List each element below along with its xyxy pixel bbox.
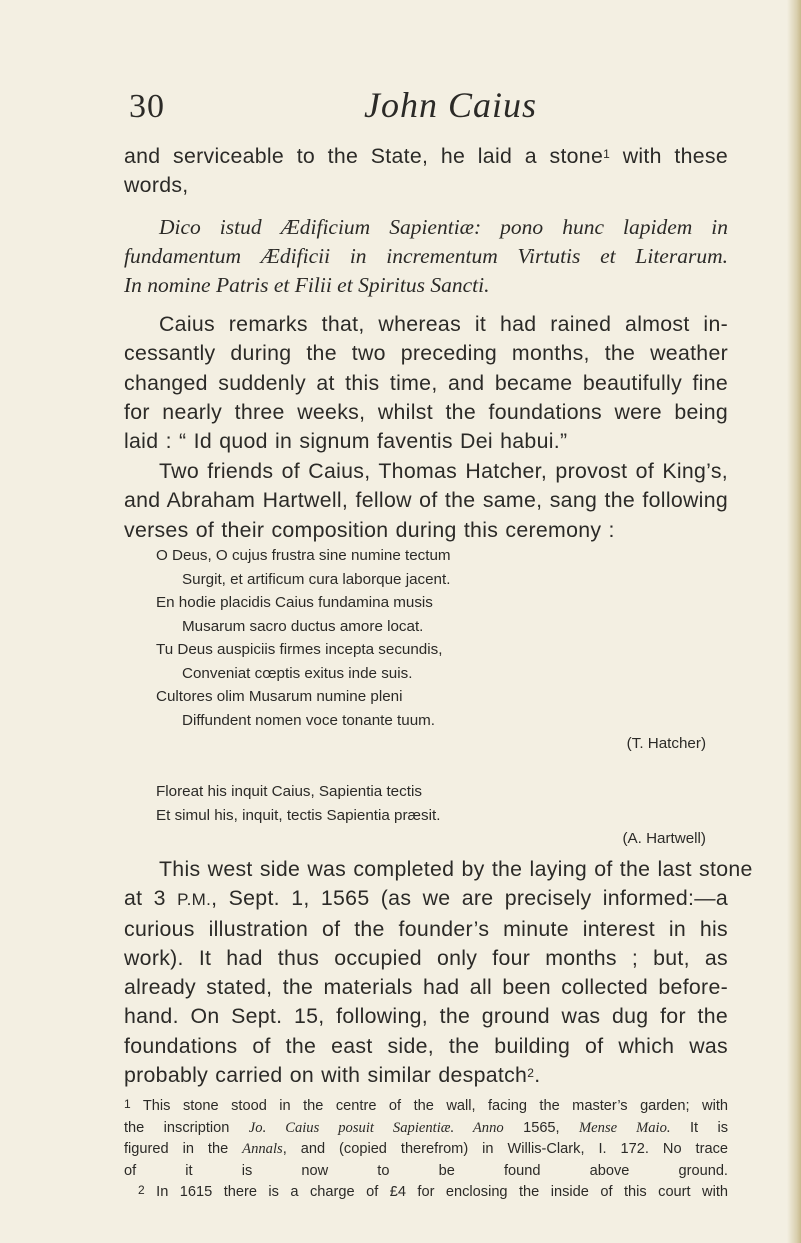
para2-line1: Caius remarks that, whereas it had rained almost in- <box>159 312 728 336</box>
footnote-2-line1: $^2$ In 1615 there is a charge of £4 for enclosing the inside of this court with <box>138 1183 728 1200</box>
footnote-1-line4: of it is now to be found above ground. <box>124 1162 728 1179</box>
para3-line3: verses of their composition during this ceremony : <box>124 517 615 542</box>
inscription-line3: In nomine Patris et Filii et Spiritus Sancti. <box>124 273 490 297</box>
page-header <box>0 84 801 134</box>
footnote-1-line2: the inscription Jo. Caius posuit Sapientiæ. Anno 1565, Mense Maio. It is <box>124 1119 729 1136</box>
verse-line: Surgit, et artificum cura laborque jacent. <box>182 570 451 588</box>
footnote-1-line3: figured in the Annals, and (copied therefrom) in Willis-Clark, I. 172. No trace <box>124 1141 728 1157</box>
para4-line2: at 3 P.M., Sept. 1, 1565 (as we are precisely informed:—a <box>124 886 728 911</box>
para3-line1: Two friends of Caius, Thomas Hatcher, provost of King’s, <box>159 459 728 483</box>
page-number: 30 <box>129 88 165 125</box>
verse-line: En hodie placidis Caius fundamina musis <box>156 594 433 611</box>
para4-line5: already stated, the materials had all been collected before- <box>124 975 728 1000</box>
inscription-line2: fundamentum Ædificii in incrementum Virtutis et Literarum. <box>124 244 728 268</box>
inscription <box>124 213 728 300</box>
para3-line2: and Abraham Hartwell, fellow of the same, sang the following <box>124 488 728 513</box>
verse-hatcher <box>156 544 716 756</box>
running-title: John Caius <box>364 85 538 125</box>
para4-line8: probably carried on with similar despatch$^2$. <box>124 1063 541 1088</box>
footnote-ref-2: 2 <box>527 1066 535 1081</box>
verse-line: Conveniat cœptis exitus inde suis. <box>182 664 413 682</box>
footnotes <box>124 1096 728 1204</box>
para1-line2: words, <box>124 173 189 198</box>
verse-line: Cultores olim Musarum numine pleni <box>156 688 403 705</box>
verse-attribution: (T. Hatcher) <box>626 735 706 752</box>
inscription-line1: Dico istud Ædificium Sapientiæ: pono hunc lapidem in <box>159 215 728 239</box>
paragraph-stone <box>124 142 728 201</box>
verse-line: Diffundent nomen voce tonante tuum. <box>182 711 436 729</box>
verse-line: Et simul his, inquit, tectis Sapientia præsit. <box>156 806 441 824</box>
para2-line4: for nearly three weeks, whilst the foundations were being <box>124 399 728 424</box>
para4-line7: foundations of the east side, the building of which was <box>124 1033 728 1058</box>
verse-line: Floreat his inquit Caius, Sapientia tectis <box>156 783 422 800</box>
verse-line: O Deus, O cujus frustra sine numine tectum <box>156 547 451 564</box>
verse-line: Tu Deus auspiciis firmes incepta secundis, <box>156 641 443 658</box>
verse-hartwell <box>156 780 716 851</box>
paragraph-friends <box>124 457 728 545</box>
verse-attribution: (A. Hartwell) <box>622 830 706 847</box>
para4-line6: hand. On Sept. 15, following, the ground was dug for the <box>124 1004 728 1029</box>
verse-line: Musarum sacro ductus amore locat. <box>182 617 424 635</box>
page-edge-shadow <box>787 0 801 1243</box>
para2-line2: cessantly during the two preceding months, the weather <box>124 341 728 366</box>
para1-line1: and serviceable to the State, he laid a stone$^1$ with these <box>124 144 729 168</box>
para2-line5: laid : “ Id quod in signum faventis Dei habui.” <box>124 429 568 454</box>
para2-line3: changed suddenly at this time, and became beautifully fine <box>124 370 728 395</box>
para4-line1: This west side was completed by the laying of the last stone <box>159 857 753 881</box>
footnote-ref-1: 1 <box>603 147 611 161</box>
paragraph-weather <box>124 310 728 456</box>
paragraph-west-side <box>124 855 753 1090</box>
para4-line4: work). It had thus occupied only four months ; but, as <box>124 945 728 970</box>
para4-line3: curious illustration of the founder’s minute interest in his <box>124 916 728 941</box>
footnote-1-line1: $^1$ This stone stood in the centre of the wall, facing the master’s garden; with <box>124 1097 728 1114</box>
